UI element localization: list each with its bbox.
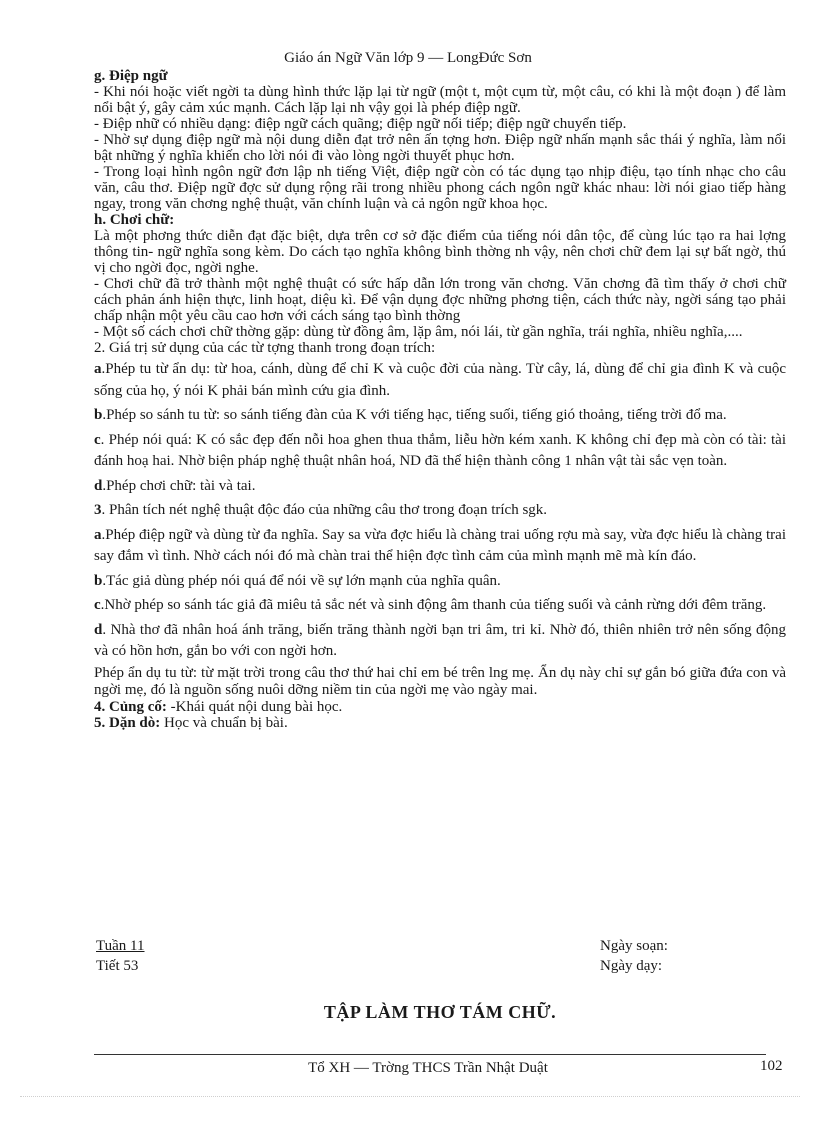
- paragraph: - Trong loại hình ngôn ngữ đơn lập nh tiếng Việt, điệp ngữ còn có tác dụng tạo nhịp điệu, tạo tính nhạc cho câu văn, câu thơ. Điệp ngữ đợc sử dụng rộng rãi trong nhiều phong cách ngôn ngữ khác nhau: lời nói giao tiếp hàng ngay, trong văn chơng nghệ thuật, văn chính luận và cả ngôn ngữ khoa học.: [94, 164, 786, 212]
- teach-date-label: Ngày dạy:: [600, 958, 663, 974]
- list-item: b.Phép so sánh tu từ: so sánh tiếng đàn của K với tiếng hạc, tiếng suối, tiếng gió thoảng, tiếng trời đổ ma.: [94, 407, 727, 423]
- paragraph: - Điệp nhữ có nhiều dạng: điệp ngữ cách quãng; điệp ngữ nối tiếp; điệp ngữ chuyển tiếp.: [94, 116, 627, 132]
- list-item: c.Nhờ phép so sánh tác giả đã miêu tả sắc nét và sinh động âm thanh của tiếng suối và cảnh rừng dới đêm trăng.: [94, 597, 767, 613]
- list-item: c. Phép nói quá: K có sắc đẹp đến nỗi hoa ghen thua thắm, liễu hờn kém xanh. K không chỉ đẹp mà còn có tài: tài đánh hoạ hai. Nhờ biện pháp nghệ thuật nhân hoá, ND đã thể hiện thành công 1 nhân vật tài sắc vẹn toàn.: [94, 431, 786, 469]
- list-item: 3. Phân tích nét nghệ thuật độc đáo của những câu thơ trong đoạn trích sgk.: [94, 502, 548, 518]
- lesson-content: [94, 68, 786, 731]
- footer-divider: [94, 1054, 766, 1055]
- page-number: 102: [760, 1058, 783, 1074]
- homework: 5. Dặn dò: Học và chuẩn bị bài.: [94, 714, 288, 731]
- consolidation: 4. Củng cố: -Khái quát nội dung bài học.: [94, 698, 343, 715]
- list-item: a.Phép tu từ ẩn dụ: từ hoa, cánh, dùng để chỉ K và cuộc đời của nàng. Từ cây, lá, dùng để chỉ gia đình K và cuộc sống của họ, ý nói K phải bán mình cứu gia đình.: [94, 361, 786, 399]
- prep-date-label: Ngày soạn:: [600, 938, 668, 954]
- page-footer: Tổ XH — Trờng THCS Trần Nhật Duật: [308, 1060, 548, 1076]
- paragraph: - Một số cách chơi chữ thờng gặp: dùng từ đồng âm, lặp âm, nói lái, từ gần nghĩa, trái nghĩa, nhiều nghĩa,....: [94, 324, 743, 340]
- paragraph: Là một phơng thức diễn đạt đặc biệt, dựa trên cơ sở đặc điểm của tiếng nói dân tộc, để cùng lúc tạo ra hai lợng thông tin- ngữ nghĩa song kèm. Do cách tạo nghĩa không bình thờng nh vậy, nên chơi chữ đem lại sự bất ngờ, thú vị cho ngời đọc, ngời nghe.: [94, 228, 786, 276]
- period-label: Tiết 53: [96, 958, 139, 974]
- heading-choi-chu: h. Chơi chữ:: [94, 212, 175, 228]
- list-item: d.Phép chơi chữ: tài và tai.: [94, 477, 256, 494]
- heading-diep-ngu: g. Điệp ngữ: [94, 68, 168, 84]
- list-item: d. Nhà thơ đã nhân hoá ánh trăng, biến trăng thành ngời bạn tri âm, tri kỉ. Nhờ đó, thiên nhiên trở nên sống động và có hồn hơn, gắn bo với con ngời hơn.: [94, 621, 786, 659]
- week-label: Tuần 11: [96, 938, 145, 954]
- paragraph: - Chơi chữ đã trở thành một nghệ thuật có sức hấp dẫn lớn trong văn chơng. Văn chơng đã tìm thấy ở chơi chữ cách phản ánh hiện thực, linh hoạt, diệu kì. Để vận dụng đợc những phơng tiện, cách thức này, ngời sáng tạo phải chấp nhận một yêu cầu cao hơn với cách sáng tạo bình thờng: [94, 276, 786, 324]
- list-item: a.Phép điệp ngữ và dùng từ đa nghĩa. Say sa vừa đợc hiểu là chàng trai uống rợu mà say, vừa đợc hiểu là chàng trai say đắm vì tình. Nhờ cách nói đó mà chàn trai thể hiện đợc tình cảm của mình mạnh mẽ mà kín đáo.: [94, 526, 786, 564]
- list-item: b.Tác giả dùng phép nói quá để nói về sự lớn mạnh của nghĩa quân.: [94, 572, 501, 589]
- paragraph: Phép ẩn dụ tu từ: từ mặt trời trong câu thơ thứ hai chỉ em bé trên lng mẹ. Ẩn dụ này chỉ sự gắn bó giữa đứa con và ngời mẹ, đó là nguồn sống nuôi dỡng niềm tin của ngời mẹ vào ngày mai.: [94, 664, 786, 698]
- paragraph: - Nhờ sự dụng điệp ngữ mà nội dung diễn đạt trở nên ấn tợng hơn. Điệp ngữ nhấn mạnh sắc thái ý nghĩa, làm nổi bật những ý nghĩa khiến cho lời nói đi vào lòng ngời thuyết phục hơn.: [94, 132, 786, 164]
- page-header: Giáo án Ngữ Văn lớp 9 — LongĐức Sơn: [284, 50, 532, 66]
- paragraph: - Khi nói hoặc viết ngời ta dùng hình thức lặp lại từ ngữ (một t, một cụm từ, một câu, có khi là một đoạn ) để làm nổi bật ý, gây cảm xúc mạnh. Cách lặp lại nh vậy gọi là phép điệp ngữ.: [94, 84, 786, 116]
- page-edge-divider: [20, 1096, 800, 1097]
- lesson-meta: [96, 936, 786, 976]
- paragraph: 2. Giá trị sử dụng của các từ tợng thanh trong đoạn trích:: [94, 340, 436, 356]
- lesson-title: TẬP LÀM THƠ TÁM CHỮ.: [323, 1002, 557, 1022]
